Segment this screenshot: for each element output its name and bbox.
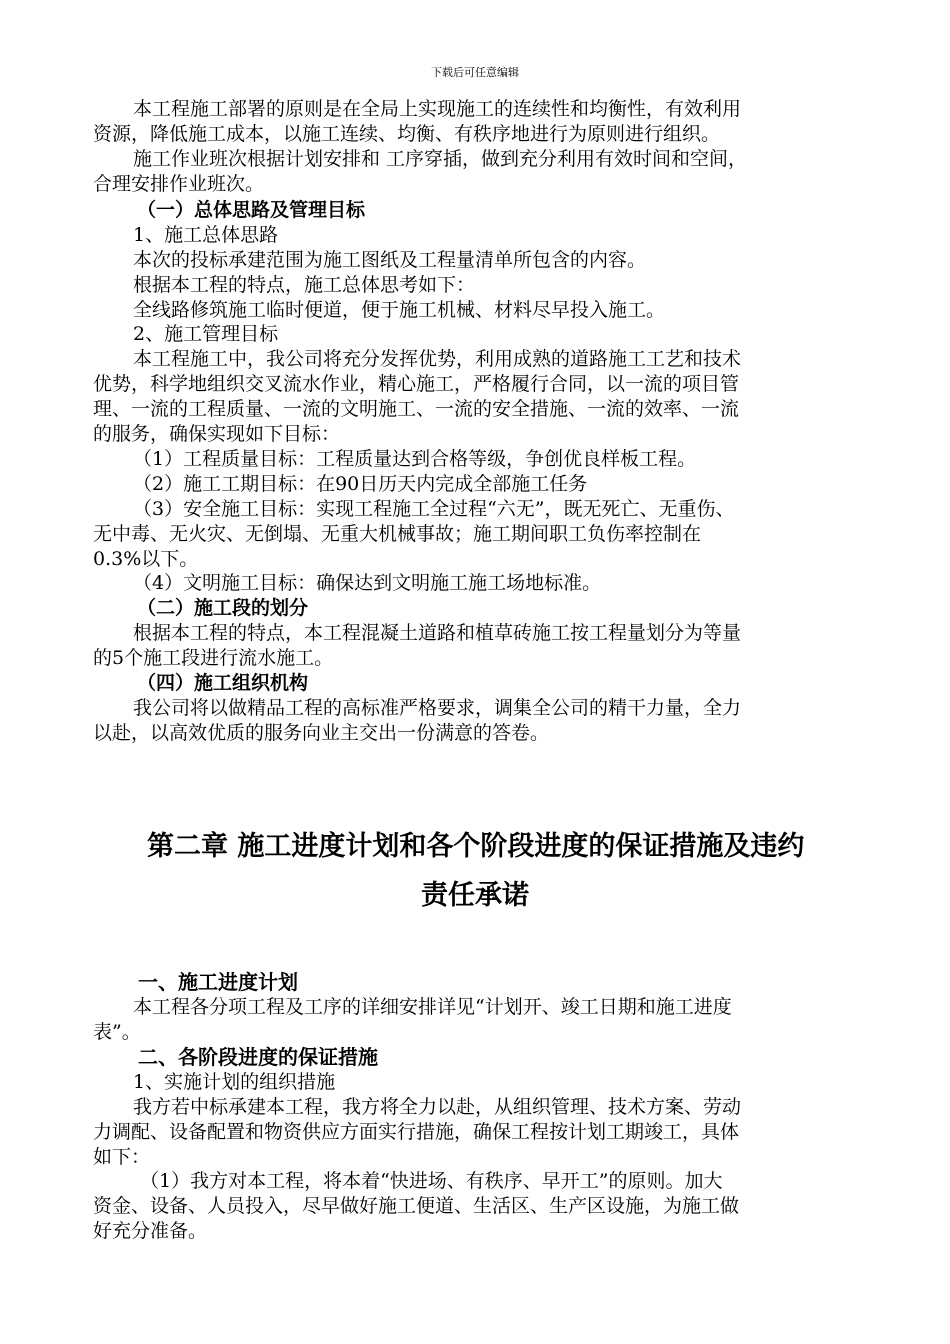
paragraph-line: （4）文明施工目标：确保达到文明施工施工场地标准。 <box>133 572 602 594</box>
paragraph-line: 理、一流的工程质量、一流的文明施工、一流的安全措施、一流的效率、一流 <box>93 398 740 420</box>
paragraph-line: 2、施工管理目标 <box>133 323 279 345</box>
paragraph-line: 0.3%以下。 <box>93 548 199 570</box>
paragraph-line: 无中毒、无火灾、无倒塌、无重大机械事故；施工期间职工负伤率控制在 <box>93 523 702 545</box>
paragraph-line: 本工程施工中，我公司将充分发挥优势，利用成熟的道路施工工艺和技术 <box>133 348 742 370</box>
section-heading: 一、施工进度计划 <box>138 970 298 994</box>
section-heading: 二、各阶段进度的保证措施 <box>138 1045 378 1069</box>
paragraph-line: 合理安排作业班次。 <box>93 173 265 195</box>
paragraph-line: 的服务，确保实现如下目标： <box>93 423 341 445</box>
chapter-title-line-2: 责任承诺 <box>421 880 529 911</box>
paragraph-line: 1、施工总体思路 <box>133 224 279 246</box>
paragraph-line: 本次的投标承建范围为施工图纸及工程量清单所包含的内容。 <box>133 249 647 271</box>
paragraph-line: 根据本工程的特点，本工程混凝土道路和植草砖施工按工程量划分为等量 <box>133 622 742 644</box>
paragraph-line: （3）安全施工目标：实现工程施工全过程“六无”，既无死亡、无重伤、 <box>133 498 735 520</box>
paragraph-line: 资源，降低施工成本，以施工连续、均衡、有秩序地进行为原则进行组织。 <box>93 123 721 145</box>
paragraph-line: 1、实施计划的组织措施 <box>133 1071 336 1093</box>
subsection-heading: （二）施工段的划分 <box>137 597 309 619</box>
paragraph-line: 如下： <box>93 1146 151 1168</box>
subsection-heading: （一）总体思路及管理目标 <box>137 199 366 221</box>
paragraph-line: 我方若中标承建本工程，我方将全力以赴，从组织管理、技术方案、劳动 <box>133 1096 742 1118</box>
paragraph-line: 力调配、设备配置和物资供应方面实行措施，确保工程按计划工期竣工，具体 <box>93 1121 740 1143</box>
paragraph-line: 的5个施工段进行流水施工。 <box>93 647 334 669</box>
paragraph-line: 表”。 <box>93 1021 141 1043</box>
paragraph-line: 好充分准备。 <box>93 1220 208 1242</box>
paragraph-line: 以赴，以高效优质的服务向业主交出一份满意的答卷。 <box>93 722 550 744</box>
paragraph-line: 我公司将以做精品工程的高标准严格要求，调集全公司的精干力量，全力 <box>133 697 742 719</box>
paragraph-line: 根据本工程的特点，施工总体思考如下： <box>133 274 476 296</box>
paragraph-line: 资金、设备、人员投入，尽早做好施工便道、生活区、生产区设施，为施工做 <box>93 1195 740 1217</box>
page-header: 下载后可任意编辑 <box>431 66 519 79</box>
paragraph-line: 全线路修筑施工临时便道，便于施工机械、材料尽早投入施工。 <box>133 299 666 321</box>
paragraph-line: 施工作业班次根据计划安排和 工序穿插，做到充分利用有效时间和空间， <box>133 148 748 170</box>
chapter-title-line-1: 第二章 施工进度计划和各个阶段进度的保证措施及违约 <box>147 831 805 862</box>
subsection-heading: （四）施工组织机构 <box>137 672 309 694</box>
paragraph-line: （1）工程质量目标：工程质量达到合格等级，争创优良样板工程。 <box>133 448 697 470</box>
paragraph-line: 优势，科学地组织交叉流水作业，精心施工，严格履行合同，以一流的项目管 <box>93 373 740 395</box>
paragraph-line: 本工程各分项工程及工序的详细安排详见“计划开、竣工日期和施工进度 <box>133 996 732 1018</box>
paragraph-line: （2）施工工期目标：在90日历天内完成全部施工任务 <box>133 473 588 495</box>
paragraph-line: （1）我方对本工程，将本着“快进场、有秩序、早开工”的原则。加大 <box>140 1170 723 1192</box>
paragraph-line: 本工程施工部署的原则是在全局上实现施工的连续性和均衡性，有效利用 <box>133 98 742 120</box>
